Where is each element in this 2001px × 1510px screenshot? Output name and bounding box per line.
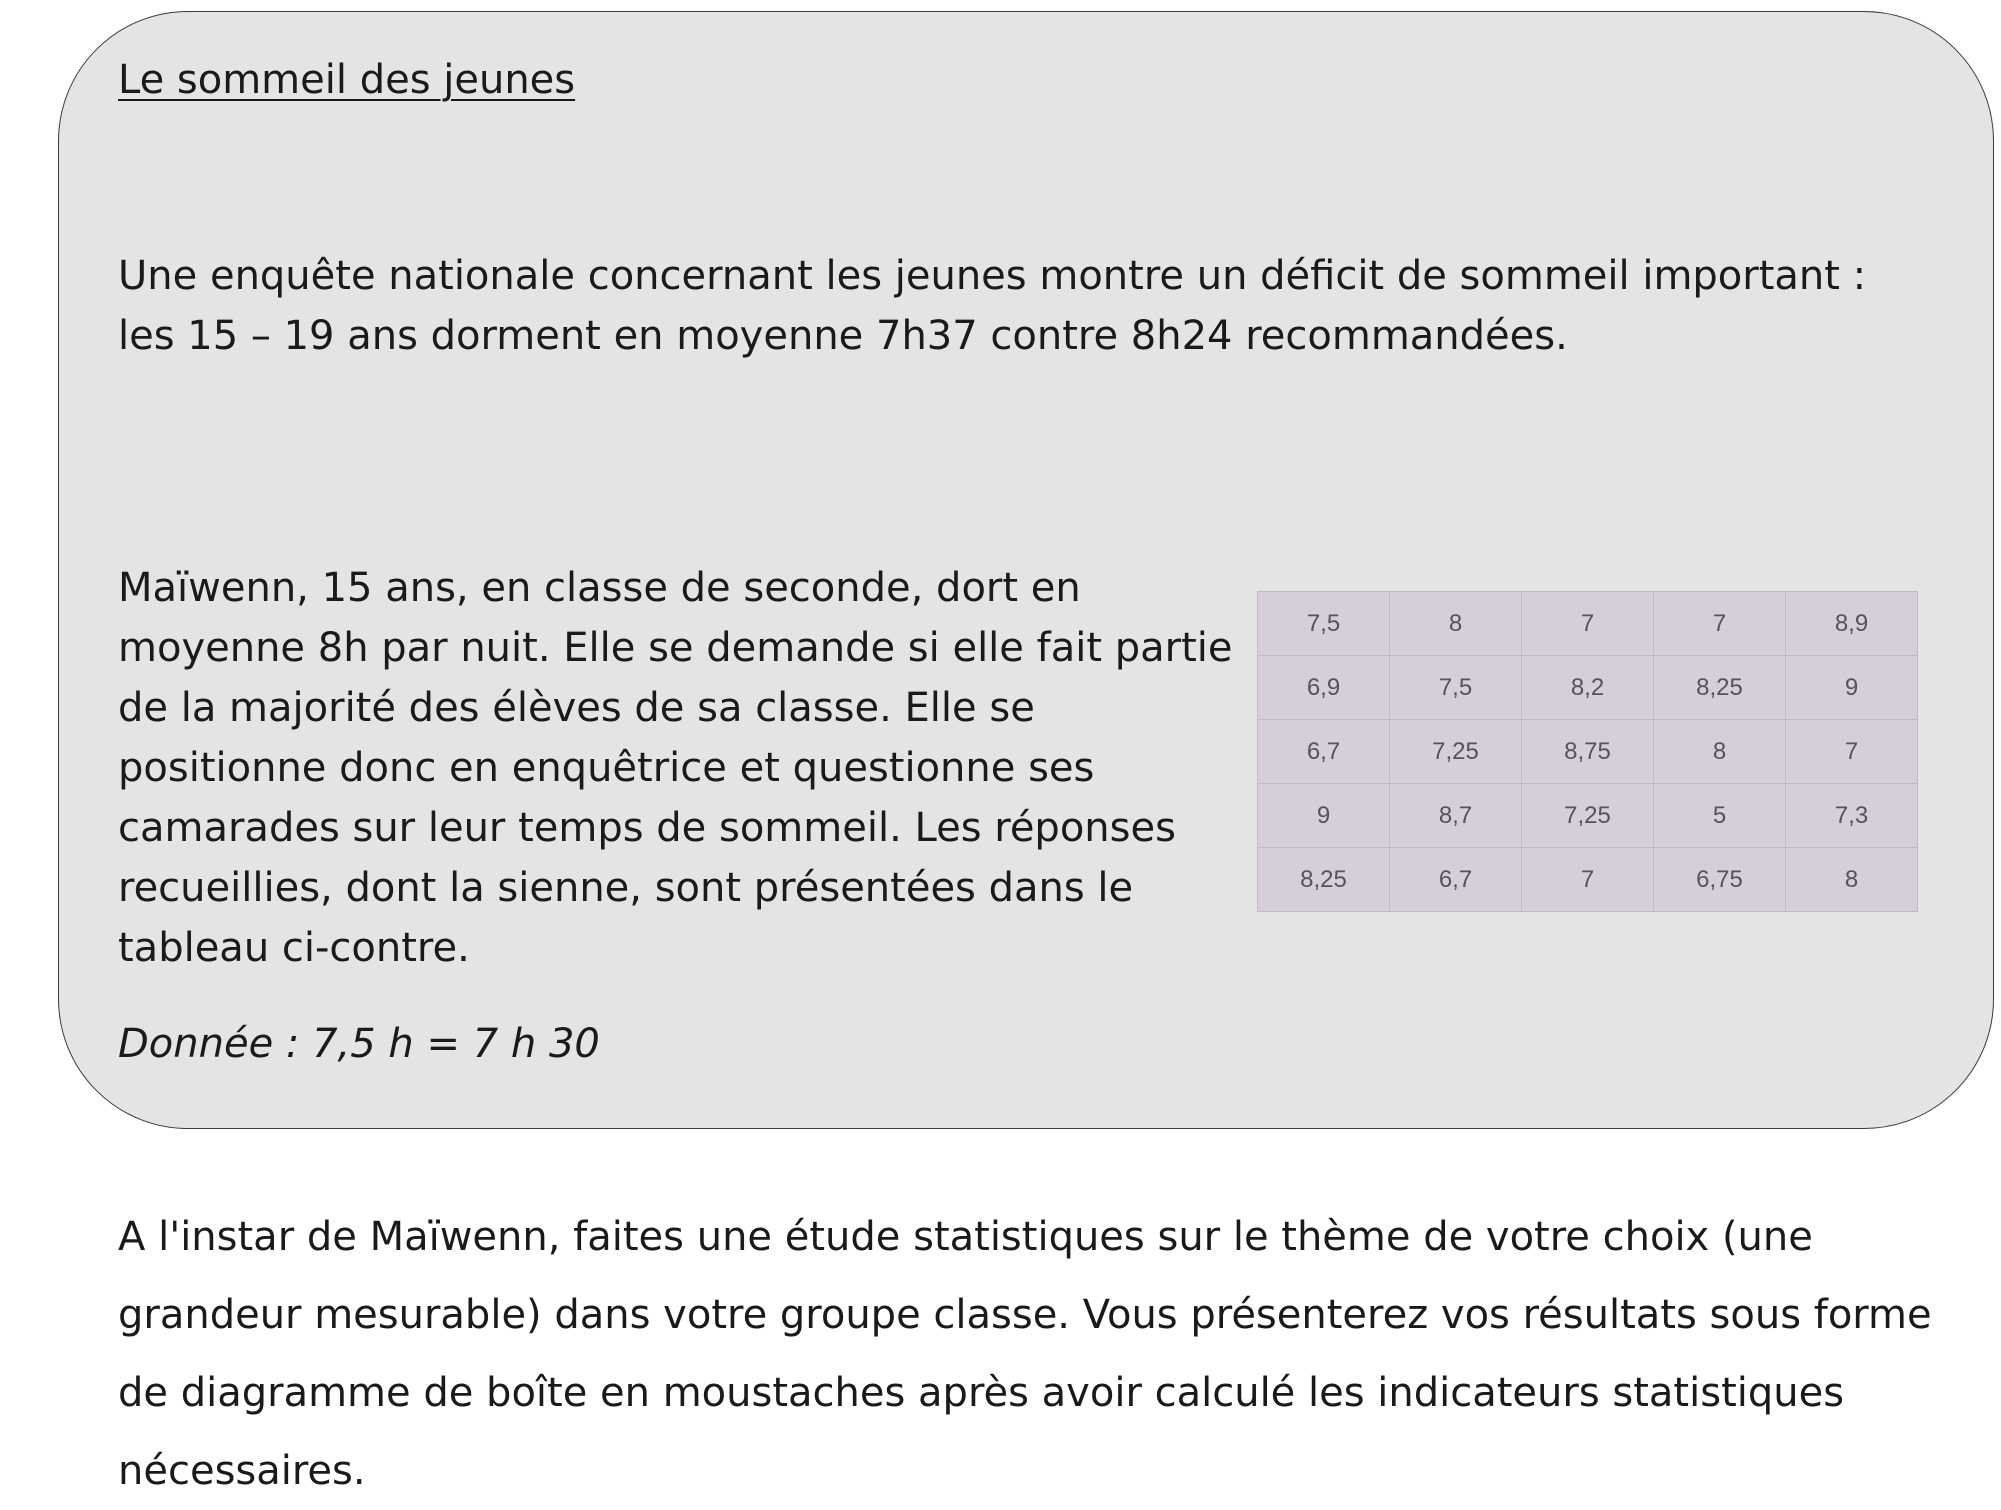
table-cell: 7 bbox=[1786, 720, 1918, 784]
table-cell: 8 bbox=[1654, 720, 1786, 784]
table-cell: 9 bbox=[1786, 656, 1918, 720]
table-cell: 8,25 bbox=[1654, 656, 1786, 720]
table-cell: 5 bbox=[1654, 784, 1786, 848]
sleep-data-table bbox=[1257, 591, 1918, 912]
table-cell: 7 bbox=[1522, 848, 1654, 912]
intro-paragraph: Une enquête nationale concernant les jeunes montre un déficit de sommeil important : les 15 – 19 ans dorment en moyenne 7h37 contre 8h24 recommandées. bbox=[118, 253, 1867, 359]
table-cell: 6,75 bbox=[1654, 848, 1786, 912]
table-cell: 6,7 bbox=[1258, 720, 1390, 784]
table-cell: 7,5 bbox=[1390, 656, 1522, 720]
table-cell: 6,9 bbox=[1258, 656, 1390, 720]
table-cell: 7 bbox=[1522, 592, 1654, 656]
table-cell: 8 bbox=[1390, 592, 1522, 656]
table-row bbox=[1258, 848, 1918, 912]
table-row bbox=[1258, 592, 1918, 656]
table-cell: 7,25 bbox=[1522, 784, 1654, 848]
table-cell: 8,9 bbox=[1786, 592, 1918, 656]
table-cell: 8,75 bbox=[1522, 720, 1654, 784]
table-row bbox=[1258, 784, 1918, 848]
table-cell: 7,25 bbox=[1390, 720, 1522, 784]
given-note: Donnée : 7,5 h = 7 h 30 bbox=[118, 1021, 600, 1067]
table-cell: 8,2 bbox=[1522, 656, 1654, 720]
table-cell: 7,5 bbox=[1258, 592, 1390, 656]
table-cell: 7 bbox=[1654, 592, 1786, 656]
table-cell: 8 bbox=[1786, 848, 1918, 912]
table-row bbox=[1258, 656, 1918, 720]
exercise-title: Le sommeil des jeunes bbox=[118, 57, 576, 103]
table-cell: 7,3 bbox=[1786, 784, 1918, 848]
task-instructions: A l'instar de Maïwenn, faites une étude statistiques sur le thème de votre choix (une grandeur mesurable) dans votre groupe classe. Vous présenterez vos résultats sous forme de diagramme de boîte en moustaches après avoir calculé les indicateurs statistiques nécessaires. bbox=[118, 1214, 1932, 1494]
table-cell: 8,7 bbox=[1390, 784, 1522, 848]
story-paragraph: Maïwenn, 15 ans, en classe de seconde, dort en moyenne 8h par nuit. Elle se demande si elle fait partie de la majorité des élèves de sa classe. Elle se positionne donc en enquêtrice et questionne ses camarades sur leur temps de sommeil. Les réponses recueillies, dont la sienne, sont présentées dans le tableau ci-contre. bbox=[118, 565, 1233, 971]
table-cell: 8,25 bbox=[1258, 848, 1390, 912]
table-cell: 9 bbox=[1258, 784, 1390, 848]
table-row bbox=[1258, 720, 1918, 784]
table-cell: 6,7 bbox=[1390, 848, 1522, 912]
